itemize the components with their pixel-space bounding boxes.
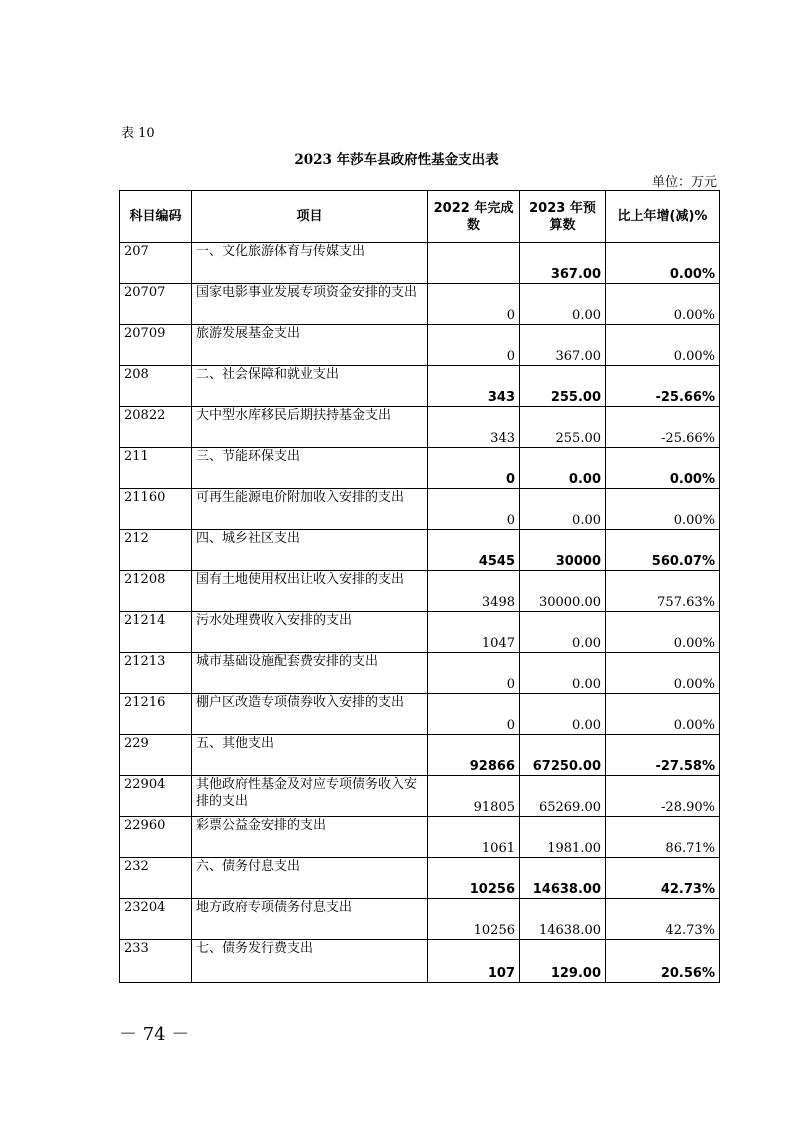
subject-code-cell: 22960 [120,817,192,858]
change-percent-cell: -27.58% [606,735,720,776]
subject-code-cell: 21214 [120,612,192,653]
item-name-cell: 棚户区改造专项债券收入安排的支出 [192,694,428,735]
item-name-cell: 旅游发展基金支出 [192,325,428,366]
amount-2023-cell: 129.00 [520,940,606,983]
change-percent-cell: -28.90% [606,776,720,817]
amount-2022-cell: 1061 [428,817,520,858]
page-number: － 74 － [119,1024,190,1045]
amount-2023-cell: 65269.00 [520,776,606,817]
amount-2023-cell: 0.00 [520,448,606,489]
subject-code-cell: 20822 [120,407,192,448]
category-row [120,530,720,571]
subject-code-cell: 21216 [120,694,192,735]
table-number-label: 表 10 [121,126,155,141]
amount-2022-cell: 0 [428,694,520,735]
amount-2022-cell: 0 [428,489,520,530]
item-name-cell: 五、其他支出 [192,735,428,776]
column-header-item: 项目 [192,191,428,243]
amount-2023-cell: 1981.00 [520,817,606,858]
subject-code-cell: 23204 [120,899,192,940]
amount-2023-cell: 0.00 [520,489,606,530]
change-percent-cell: 757.63% [606,571,720,612]
subject-code-cell: 20709 [120,325,192,366]
document-title: 2023 年莎车县政府性基金支出表 [294,152,499,168]
table-row [120,653,720,694]
table-row [120,489,720,530]
amount-2023-cell: 0.00 [520,284,606,325]
change-percent-cell: 0.00% [606,243,720,284]
amount-2023-cell: 0.00 [520,612,606,653]
item-name-cell: 一、文化旅游体育与传媒支出 [192,243,428,284]
amount-2023-cell: 67250.00 [520,735,606,776]
subject-code-cell: 233 [120,940,192,983]
table-row [120,325,720,366]
change-percent-cell: 42.73% [606,858,720,899]
subject-code-cell: 229 [120,735,192,776]
item-name-cell: 可再生能源电价附加收入安排的支出 [192,489,428,530]
amount-2023-cell: 14638.00 [520,899,606,940]
category-row [120,735,720,776]
amount-2023-cell: 14638.00 [520,858,606,899]
item-name-cell: 四、城乡社区支出 [192,530,428,571]
change-percent-cell: 0.00% [606,489,720,530]
change-percent-cell: 86.71% [606,817,720,858]
category-row [120,858,720,899]
fund-expenditure-table [119,190,720,983]
table-row [120,571,720,612]
table-body [120,243,720,983]
subject-code-cell: 208 [120,366,192,407]
subject-code-cell: 232 [120,858,192,899]
column-header-2022-actual: 2022 年完成数 [428,191,520,243]
amount-2022-cell: 91805 [428,776,520,817]
amount-2022-cell: 4545 [428,530,520,571]
unit-label: 单位：万元 [651,175,717,190]
amount-2022-cell: 0 [428,448,520,489]
item-name-cell: 国家电影事业发展专项资金安排的支出 [192,284,428,325]
item-name-cell: 大中型水库移民后期扶持基金支出 [192,407,428,448]
column-header-2023-budget: 2023 年预算数 [520,191,606,243]
subject-code-cell: 20707 [120,284,192,325]
amount-2023-cell: 0.00 [520,653,606,694]
amount-2022-cell: 343 [428,407,520,448]
change-percent-cell: 0.00% [606,653,720,694]
subject-code-cell: 212 [120,530,192,571]
amount-2022-cell [428,243,520,284]
change-percent-cell: 0.00% [606,284,720,325]
subject-code-cell: 21213 [120,653,192,694]
amount-2022-cell: 107 [428,940,520,983]
subject-code-cell: 207 [120,243,192,284]
item-name-cell: 国有土地使用权出让收入安排的支出 [192,571,428,612]
item-name-cell: 城市基础设施配套费安排的支出 [192,653,428,694]
item-name-cell: 其他政府性基金及对应专项债务收入安排的支出 [192,776,428,817]
change-percent-cell: 42.73% [606,899,720,940]
table-row [120,776,720,817]
change-percent-cell: 20.56% [606,940,720,983]
change-percent-cell: 0.00% [606,694,720,735]
amount-2022-cell: 10256 [428,899,520,940]
table-row [120,284,720,325]
amount-2023-cell: 255.00 [520,366,606,407]
amount-2023-cell: 367.00 [520,243,606,284]
table-row [120,899,720,940]
table-header-row [120,191,720,243]
item-name-cell: 污水处理费收入安排的支出 [192,612,428,653]
change-percent-cell: -25.66% [606,407,720,448]
table-row [120,612,720,653]
change-percent-cell: 0.00% [606,612,720,653]
amount-2022-cell: 92866 [428,735,520,776]
item-name-cell: 地方政府专项债务付息支出 [192,899,428,940]
column-header-change-percent: 比上年增(减)% [606,191,720,243]
amount-2023-cell: 367.00 [520,325,606,366]
amount-2023-cell: 0.00 [520,694,606,735]
amount-2022-cell: 1047 [428,612,520,653]
subject-code-cell: 21208 [120,571,192,612]
item-name-cell: 三、节能环保支出 [192,448,428,489]
change-percent-cell: 560.07% [606,530,720,571]
category-row [120,940,720,983]
category-row [120,366,720,407]
table-row [120,407,720,448]
column-header-code: 科目编码 [120,191,192,243]
amount-2023-cell: 255.00 [520,407,606,448]
amount-2022-cell: 0 [428,653,520,694]
amount-2022-cell: 0 [428,284,520,325]
amount-2022-cell: 10256 [428,858,520,899]
table-row [120,694,720,735]
change-percent-cell: -25.66% [606,366,720,407]
table-row [120,817,720,858]
item-name-cell: 彩票公益金安排的支出 [192,817,428,858]
category-row [120,243,720,284]
subject-code-cell: 211 [120,448,192,489]
item-name-cell: 六、债务付息支出 [192,858,428,899]
amount-2022-cell: 343 [428,366,520,407]
amount-2022-cell: 3498 [428,571,520,612]
amount-2023-cell: 30000 [520,530,606,571]
category-row [120,448,720,489]
change-percent-cell: 0.00% [606,325,720,366]
item-name-cell: 七、债务发行费支出 [192,940,428,983]
change-percent-cell: 0.00% [606,448,720,489]
item-name-cell: 二、社会保障和就业支出 [192,366,428,407]
amount-2023-cell: 30000.00 [520,571,606,612]
subject-code-cell: 21160 [120,489,192,530]
amount-2022-cell: 0 [428,325,520,366]
subject-code-cell: 22904 [120,776,192,817]
